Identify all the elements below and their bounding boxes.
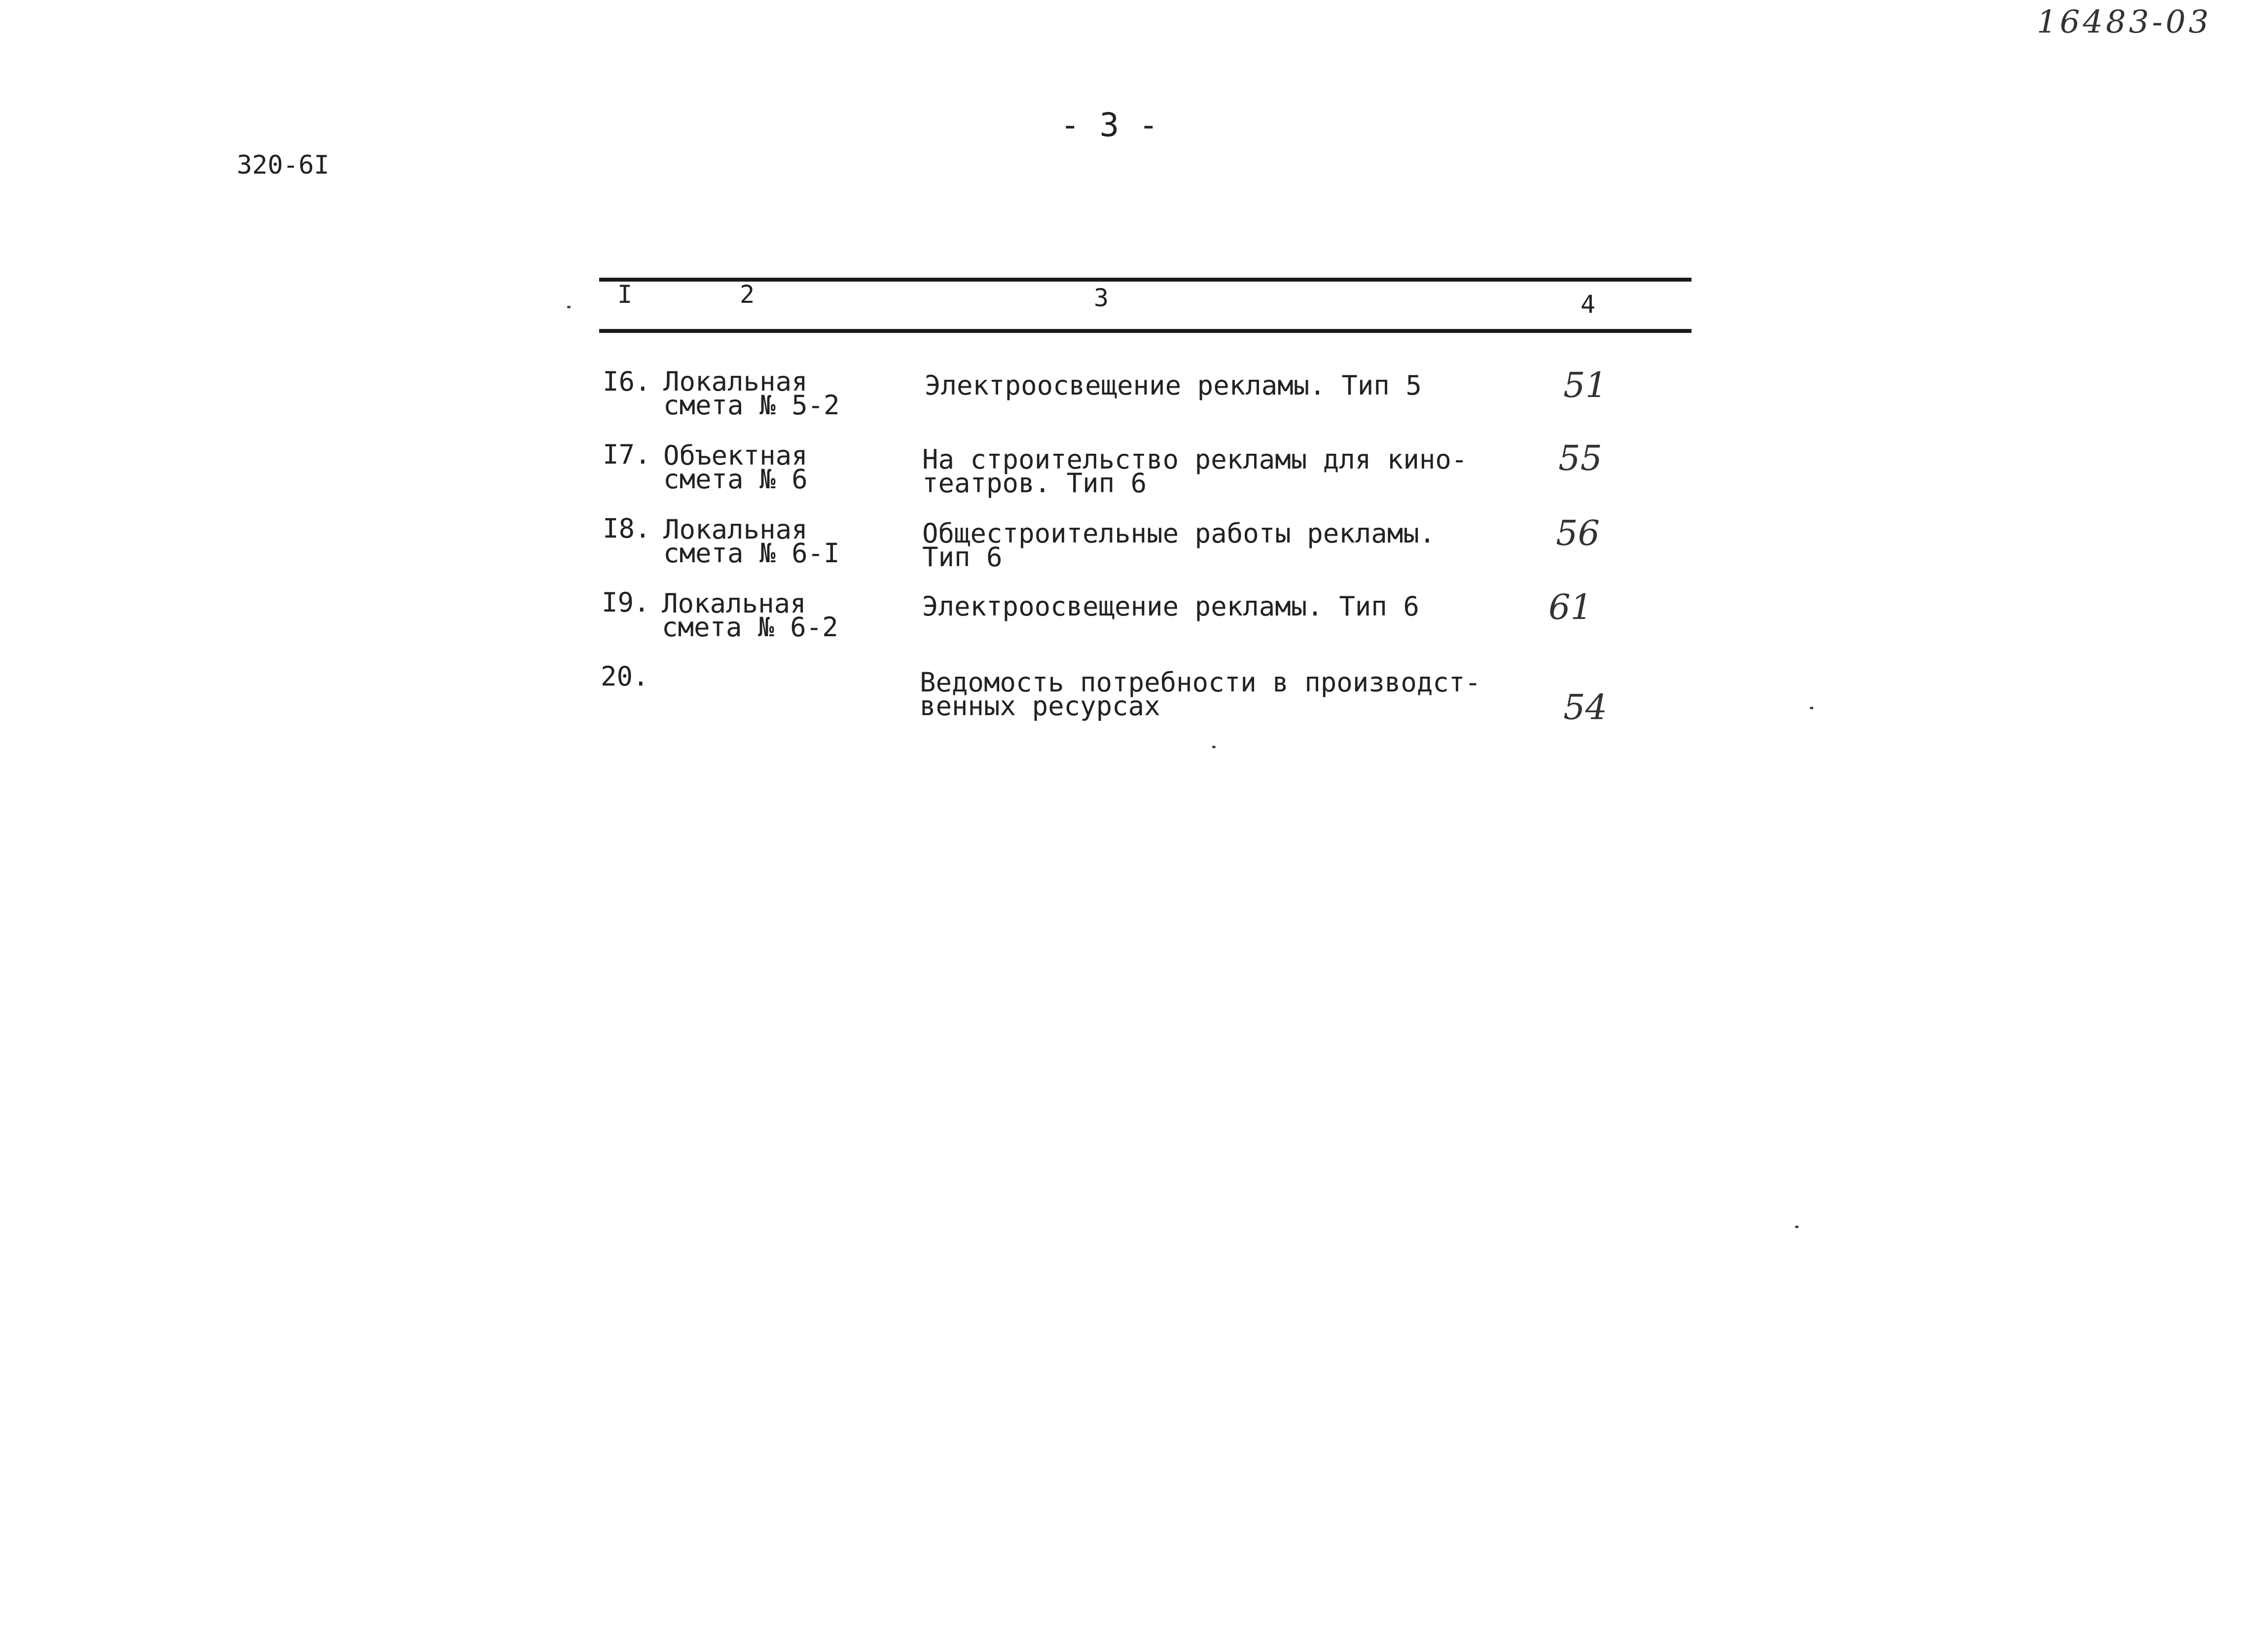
series-number: 320-6I [237,150,329,180]
row-number: I6. [603,366,651,397]
scan-speck [1810,707,1813,709]
row-page-reference: 61 [1548,587,1593,627]
table-header-rule [599,329,1692,333]
scan-speck [567,306,571,308]
row-page-reference: 51 [1563,365,1608,405]
row-document-type: Объектная смета № 6 [663,440,808,495]
column-header-2: 2 [740,280,755,309]
page-number: - 3 - [1060,106,1158,144]
scan-speck [1212,746,1216,748]
row-number: I9. [602,587,650,618]
row-page-reference: 56 [1556,513,1600,553]
column-header-3: 3 [1094,284,1109,312]
scan-speck [1795,1226,1799,1228]
row-page-reference: 55 [1558,438,1603,478]
row-number: I8. [603,513,651,544]
row-document-type: Локальная смета № 6-I [663,514,840,569]
row-number: 20. [601,661,649,692]
row-title: Электроосвещение рекламы. Тип 5 [925,370,1422,401]
row-title: Общестроительные работы рекламы. Тип 6 [922,518,1436,573]
table-top-rule [599,278,1692,282]
row-page-reference: 54 [1563,687,1608,727]
column-header-4: 4 [1581,290,1596,319]
row-title: Ведомость потребности в производст- венных ресурсах [920,667,1481,722]
row-title: Электроосвещение рекламы. Тип 6 [922,591,1419,622]
column-header-1: I [617,280,633,309]
row-title: На строительство рекламы для кино- театров. Тип 6 [922,444,1468,499]
row-document-type: Локальная смета № 6-2 [662,588,838,643]
row-document-type: Локальная смета № 5-2 [663,366,840,421]
row-number: I7. [603,439,651,470]
document-code: 16483-03 [2037,4,2212,40]
